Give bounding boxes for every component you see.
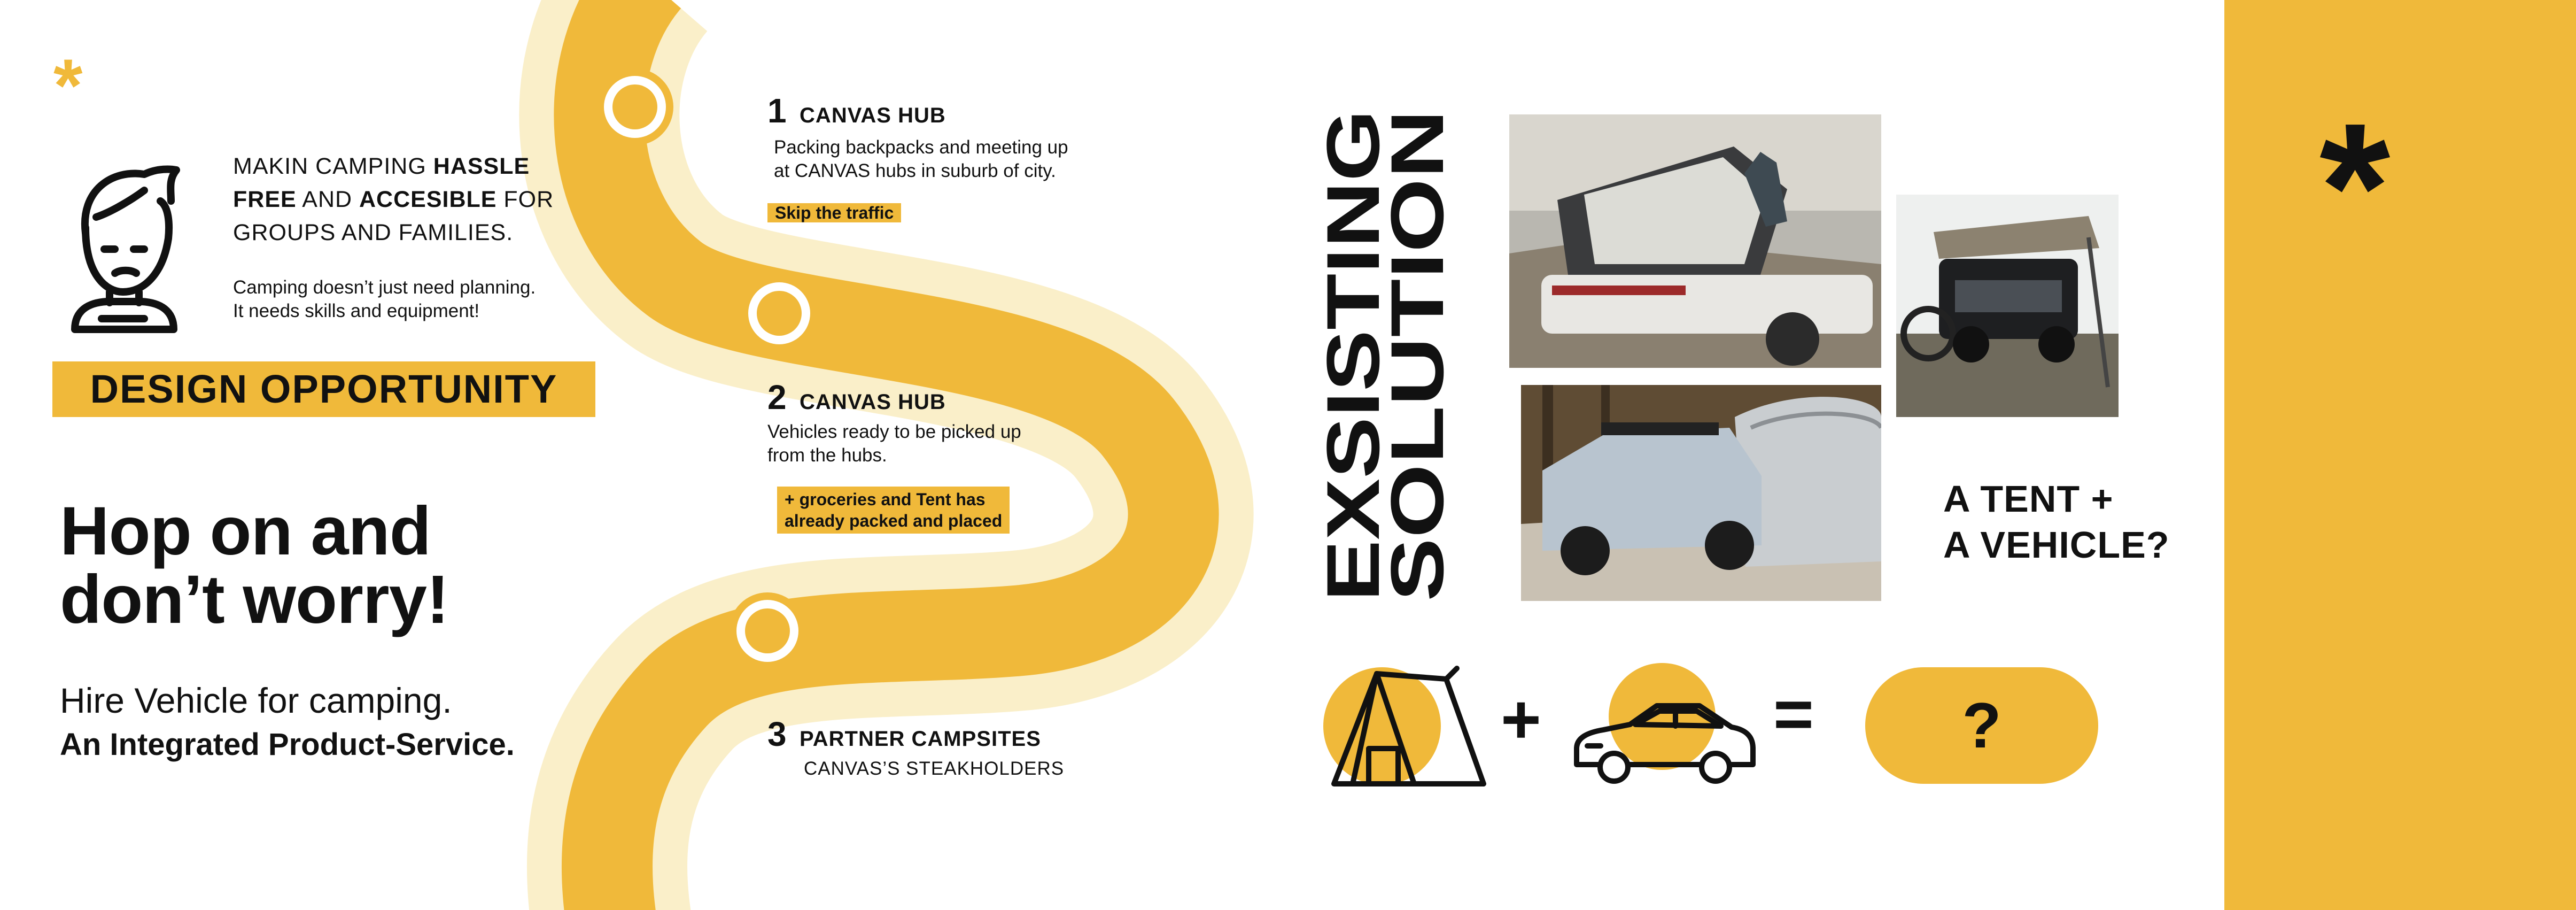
existing-solution-title xyxy=(1293,110,1454,601)
step-number: 2 xyxy=(767,378,787,417)
headline: Hop on and don’t worry! xyxy=(60,493,449,638)
tent-vehicle-question: A TENT + A VEHICLE? xyxy=(1943,478,2170,566)
step-marker-1 xyxy=(592,64,678,150)
rooftop-tent-truck-photo xyxy=(1509,114,1881,368)
step-description: Packing backpacks and meeting up at CANVAS hubs in suburb of city. xyxy=(774,137,1068,181)
step-title: PARTNER CAMPSITES xyxy=(800,727,1041,751)
asterisk-icon: * xyxy=(53,43,83,127)
step-number: 1 xyxy=(767,91,787,130)
step-3 xyxy=(767,714,1064,781)
step-number: 3 xyxy=(767,715,787,753)
step-2 xyxy=(767,377,1021,534)
asterisk-icon: * xyxy=(2319,86,2391,289)
problem-subtext: Camping doesn’t just need planning. It needs skills and equipment! xyxy=(233,277,536,321)
step-title: CANVAS HUB xyxy=(800,390,946,414)
hire-text: Hire Vehicle for camping. xyxy=(60,681,452,720)
step-marker-3 xyxy=(725,588,810,674)
step-title: CANVAS HUB xyxy=(800,104,946,127)
plus-sign: + xyxy=(1501,680,1541,758)
step-tag: + groceries and Tent has already packed and placed xyxy=(777,487,1010,534)
question-pill: ? xyxy=(1865,667,2098,784)
equals-sign: = xyxy=(1773,675,1814,753)
problem-statement: MAKIN CAMPING HASSLE FREE AND ACCESIBLE FOR GROUPS AND FAMILIES. xyxy=(233,153,554,245)
step-description: CANVAS’S STEAKHOLDERS xyxy=(804,758,1065,779)
design-opportunity-label: DESIGN OPPORTUNITY xyxy=(52,361,595,417)
integrated-text: An Integrated Product-Service. xyxy=(60,727,515,762)
step-tag: Skip the traffic xyxy=(767,203,901,222)
step-1 xyxy=(767,91,1068,223)
existing-title-line1: EXSISTING xyxy=(1311,202,1395,601)
person-icon xyxy=(64,158,182,335)
rooftop-tent-suv-photo xyxy=(1896,195,2119,417)
car-icon xyxy=(1571,663,1758,791)
suv-with-tunnel-tent-photo xyxy=(1521,385,1881,601)
existing-title-line2: SOLUTION xyxy=(1375,214,1454,601)
tent-icon xyxy=(1323,663,1494,789)
step-marker-2 xyxy=(736,271,822,356)
step-description: Vehicles ready to be picked up from the hubs. xyxy=(767,421,1021,466)
